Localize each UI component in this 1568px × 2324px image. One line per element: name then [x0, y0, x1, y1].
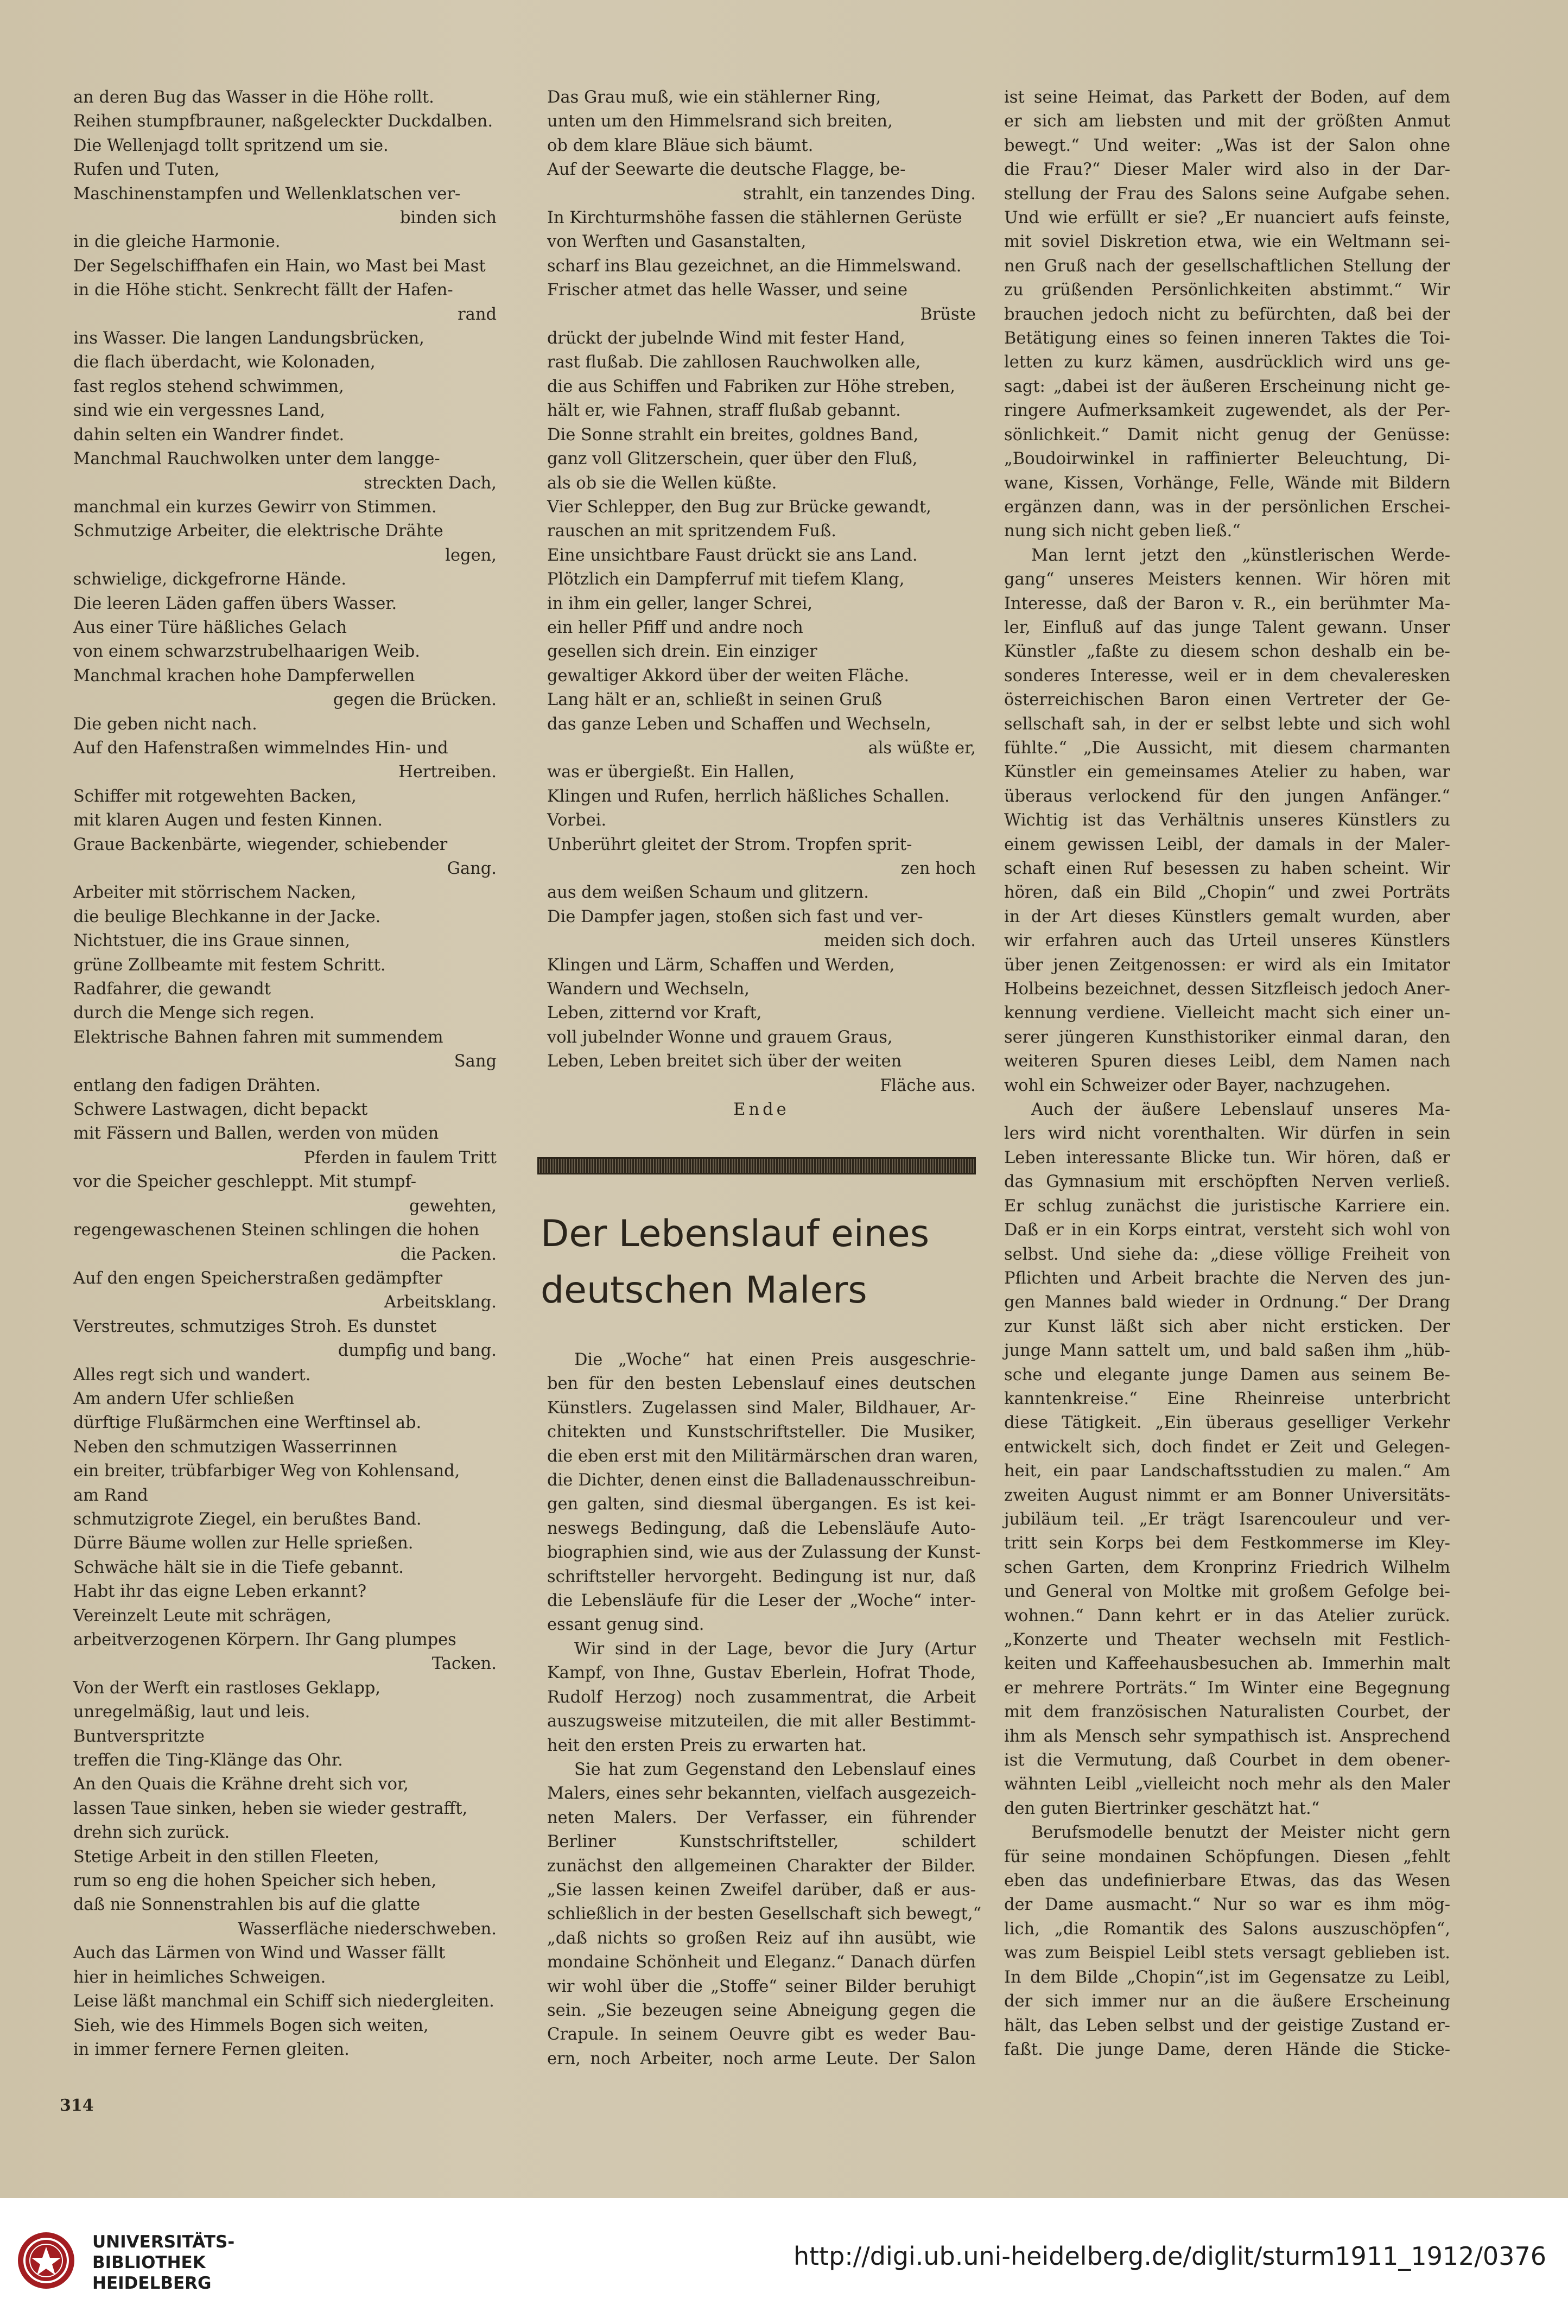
poem-line: Von der Werft ein rastloses Geklapp, — [73, 1678, 381, 1698]
poem-line: Gang. — [447, 859, 497, 878]
text-line: ihm als Mensch sehr sympathisch ist. Ansprechend — [1004, 1726, 1450, 1746]
poem-line: in die gleiche Harmonie. — [73, 232, 281, 252]
text-line: der Dame ausmacht.“ Nur so war es ihm mög- — [1004, 1895, 1450, 1915]
poem-line: Maschinenstampfen und Wellenklatschen ver- — [73, 184, 461, 204]
text-line: nen Gruß nach der gesellschaftlichen Stellung der — [1004, 256, 1450, 276]
poem-line: Pferden in faulem Tritt — [303, 1148, 497, 1167]
poem-line: Wasserfläche niederschweben. — [238, 1919, 497, 1939]
poem-line: ob dem klare Bläue sich bäumt. — [547, 136, 814, 155]
text-line: wir erfahren auch das Urteil unseres Künstlers — [1004, 931, 1450, 951]
poem-line: Manchmal krachen hohe Dampferwellen — [73, 666, 415, 685]
poem-line: Sang — [454, 1052, 497, 1071]
poem-line: Die Wellenjagd tollt spritzend um sie. — [73, 136, 389, 155]
text-line: Künstler „faßte zu diesem schon deshalb ein be- — [1004, 642, 1450, 662]
poem-line: Radfahrer, die gewandt — [73, 980, 271, 999]
poem-line: was er übergießt. Ein Hallen, — [547, 763, 795, 782]
institution-line-3: HEIDELBERG — [92, 2274, 212, 2293]
poem-line: Aus einer Türe häßliches Gelach — [73, 618, 347, 637]
text-line: ergänzen dann, was in der persönlichen Erschei- — [1004, 497, 1450, 517]
text-line: diese Tätigkeit. „Ein überaus geselliger Verkehr — [1004, 1413, 1450, 1433]
poem-line: entlang den fadigen Drähten. — [73, 1076, 321, 1095]
poem-line: mit Fässern und Ballen, werden von müden — [73, 1124, 439, 1144]
text-line: für seine mondainen Schöpfungen. Diesen „fehlt — [1004, 1847, 1450, 1866]
poem-line: Der Segelschiffhafen ein Hain, wo Mast bei Mast — [73, 256, 486, 276]
viewer-footer — [0, 2198, 1568, 2324]
university-seal-icon — [16, 2231, 76, 2290]
text-line: österreichischen Baron einen Vertreter der Ge- — [1004, 690, 1450, 710]
poem-line: Klingen und Lärm, Schaffen und Werden, — [547, 955, 895, 975]
text-line: Wir sind in der Lage, bevor die Jury (Artur — [574, 1639, 976, 1659]
text-line: wohnen.“ Dann kehrt er in das Atelier zurück. — [1004, 1606, 1450, 1625]
poem-line: ein breiter, trübfarbiger Weg von Kohlensand, — [73, 1462, 460, 1481]
text-line: weiteren Spuren dieses Leibl, dem Namen nach — [1004, 1052, 1450, 1071]
poem-line: schmutzigrote Ziegel, ein berußtes Band. — [73, 1509, 422, 1529]
text-line: über jenen Zeitgenossen: er wird als ein Imitator — [1004, 955, 1450, 975]
text-line: mondaine Schönheit und Eleganz.“ Danach dürfen — [547, 1953, 976, 1972]
poem-line: arbeitverzogenen Körpern. Ihr Gang plumpes — [73, 1630, 456, 1649]
text-line: Daß er in ein Korps eintrat, versteht sich wohl von — [1004, 1221, 1450, 1240]
poem-line: manchmal ein kurzes Gewirr von Stimmen. — [73, 497, 437, 517]
poem-line: drückt der jubelnde Wind mit fester Hand, — [547, 329, 905, 348]
poem-line: am Rand — [73, 1485, 148, 1505]
poem-line: Plötzlich ein Dampferruf mit tiefem Klang, — [547, 570, 905, 589]
text-line: Kampf, von Ihne, Gustav Eberlein, Hofrat Thode, — [547, 1663, 976, 1683]
poem-line: Stetige Arbeit in den stillen Fleeten, — [73, 1847, 379, 1866]
poem-line: Dürre Bäume wollen zur Helle sprießen. — [73, 1534, 414, 1553]
text-line: heit den ersten Preis zu erwarten hat. — [547, 1736, 867, 1755]
text-line: essant genug sind. — [547, 1615, 704, 1635]
poem-line: die aus Schiffen und Fabriken zur Höhe streben, — [547, 377, 955, 396]
text-line: biographien sind, wie aus der Zulassung der Kunst- — [547, 1543, 981, 1563]
poem-line: meiden sich doch. — [824, 931, 976, 951]
poem-line: gewehten, — [409, 1196, 497, 1216]
text-line: die Dichter, denen einst die Balladenausschreibun- — [547, 1471, 976, 1490]
text-line: einem gewissen Leibl, der damals in der Maler- — [1004, 835, 1450, 854]
poem-line: Vier Schlepper, den Bug zur Brücke gewandt, — [547, 497, 931, 517]
poem-line: Reihen stumpfbrauner, naßgeleckter Duckdalben. — [73, 112, 493, 131]
text-line: Sie hat zum Gegenstand den Lebenslauf eines — [574, 1760, 976, 1779]
poem-line: vor die Speicher geschleppt. Mit stumpf- — [73, 1172, 417, 1192]
poem-line: schwielige, dickgefrorne Hände. — [73, 570, 347, 589]
poem-line: als ob sie die Wellen küßte. — [547, 473, 777, 493]
poem-line: regengewaschenen Steinen schlingen die hohen — [73, 1221, 479, 1240]
text-line: Die „Woche“ hat einen Preis ausgeschrie- — [574, 1350, 976, 1369]
text-line: junge Mann sattelt um, und bald saßen ihm „hüb- — [1004, 1341, 1450, 1361]
poem-line: grüne Zollbeamte mit festem Schritt. — [73, 955, 386, 975]
article-header — [537, 1157, 976, 1319]
institution-line-2: BIBLIOTHEK — [92, 2253, 206, 2272]
text-line: mit soviel Diskretion etwa, wie ein Weltmann sei- — [1004, 232, 1450, 252]
text-line: tritt sein Korps bei dem Festkommerse im Kley- — [1004, 1534, 1450, 1553]
poem-line: Leben, zitternd vor Kraft, — [547, 1004, 762, 1023]
text-line: zunächst den allgemeinen Charakter der Bilder. — [547, 1856, 976, 1876]
poem-line: Die Sonne strahlt ein breites, goldnes Band, — [547, 425, 919, 445]
text-line: schließlich in der besten Gesellschaft sich bewegt,“ — [547, 1904, 982, 1924]
poem-line: die Packen. — [400, 1244, 497, 1264]
poem-line: Habt ihr das eigne Leben erkannt? — [73, 1582, 367, 1602]
text-line: Interesse, daß der Baron v. R., ein berühmter Ma- — [1004, 594, 1450, 613]
poem-end-mark: Ende — [733, 1100, 790, 1120]
poem-line: Schiffer mit rotgewehten Backen, — [73, 786, 357, 806]
poem-line: binden sich — [400, 208, 497, 228]
text-line: er mehrere Porträts.“ Im Winter eine Begegnung — [1004, 1678, 1450, 1698]
text-line: in der Art dieses Künstlers gemalt wurden, aber — [1004, 907, 1450, 926]
poem-line: an deren Bug das Wasser in die Höhe rollt. — [73, 88, 434, 107]
text-line: stellung der Frau des Salons seine Aufgabe sehen. — [1004, 184, 1450, 204]
article-column-middle — [547, 1348, 982, 2068]
text-line: Künstler ein gemeinsames Atelier zu haben, war — [1004, 763, 1450, 782]
poem-line: streckten Dach, — [364, 473, 497, 493]
poem-line: unregelmäßig, laut und leis. — [73, 1703, 310, 1722]
text-line: „Sie lassen keinen Zweifel darüber, daß er aus- — [547, 1880, 976, 1900]
poem-line: Verstreutes, schmutziges Stroh. Es dunstet — [73, 1317, 437, 1336]
text-line: schaft einen Ruf besessen zu haben scheint. Wir — [1004, 859, 1450, 878]
poem-line: Fläche aus. — [880, 1076, 976, 1095]
text-line: was zum Beispiel Leibl stets versagt geblieben ist. — [1004, 1944, 1450, 1963]
poem-line: gegen die Brücken. — [333, 690, 497, 710]
text-line: ist seine Heimat, das Parkett der Boden, auf dem — [1004, 88, 1450, 107]
text-line: Rudolf Herzog) noch zusammentrat, die Arbeit — [547, 1687, 976, 1707]
text-line: kanntenkreise.“ Eine Rheinreise unterbricht — [1004, 1389, 1450, 1408]
text-line: Berufsmodelle benutzt der Meister nicht gern — [1031, 1823, 1450, 1843]
text-line: „Boudoirwinkel in raffinierter Beleuchtung, Di- — [1004, 449, 1450, 469]
poem-line: Tacken. — [431, 1654, 497, 1674]
text-line: der sich immer nur an die äußere Erscheinung — [1004, 1992, 1450, 2011]
poem-line: scharf ins Blau gezeichnet, an die Himmelswand. — [547, 256, 962, 276]
poem-line: von Werften und Gasanstalten, — [547, 232, 807, 252]
text-line: Und wie erfüllt er sie? „Er nuanciert aufs feinste, — [1004, 208, 1450, 228]
poem-line: Hertreiben. — [398, 763, 497, 782]
poem-line: treffen die Ting-Klänge das Ohr. — [73, 1751, 343, 1770]
text-line: den guten Biertrinker geschätzt hat.“ — [1004, 1799, 1320, 1818]
text-line: sche und elegante junge Damen aus seinem Be- — [1004, 1365, 1450, 1385]
poem-line: dumpfig und bang. — [338, 1341, 497, 1361]
text-line: ringere Aufmerksamkeit zugewendet, als der Per- — [1004, 401, 1450, 421]
text-line: letten zu kurz kämen, ausdrücklich wird uns ge- — [1004, 353, 1450, 372]
text-line: entwickelt sich, doch findet er Zeit und Gelegen- — [1004, 1437, 1450, 1457]
text-line: hören, daß ein Bild „Chopin“ und zwei Porträts — [1004, 883, 1450, 903]
text-line: Künstlers. Zugelassen sind Maler, Bildhauer, Ar- — [547, 1398, 976, 1418]
poem-line: das ganze Leben und Schaffen und Wechseln, — [547, 714, 931, 734]
poem-line: rum so eng die hohen Speicher sich heben, — [73, 1871, 437, 1891]
poem-line: als wüßte er, — [868, 738, 976, 758]
poem-line: Auf der Seewarte die deutsche Flagge, be- — [547, 160, 906, 180]
text-line: heit, ein paar Landschaftsstudien zu malen.“ Am — [1004, 1462, 1450, 1481]
poem-line: Buntverspritzte — [73, 1726, 205, 1746]
text-line: ist die Vermutung, daß Courbet in dem obener- — [1004, 1751, 1450, 1770]
poem-line: Am andern Ufer schließen — [73, 1389, 295, 1408]
poem-line: Schmutzige Arbeiter, die elektrische Drähte — [73, 522, 443, 541]
poem-line: lassen Taue sinken, heben sie wieder gestrafft, — [73, 1799, 468, 1818]
poem-line: Auf den engen Speicherstraßen gedämpfter — [73, 1268, 443, 1288]
text-line: fühlte.“ „Die Aussicht, mit diesem charmanten — [1004, 738, 1450, 758]
text-line: die Lebensläufe für die Leser der „Woche“ inter- — [547, 1591, 976, 1611]
text-line: bewegt.“ Und weiter: „Was ist der Salon ohne — [1004, 136, 1450, 155]
poem-line: In Kirchturmshöhe fassen die stählernen Gerüste — [547, 208, 962, 228]
poem-line: rast flußab. Die zahllosen Rauchwolken alle, — [547, 353, 921, 372]
text-line: neswegs Bedingung, daß die Lebensläufe Auto- — [547, 1519, 976, 1538]
poem-line: hier in heimliches Schweigen. — [73, 1967, 326, 1987]
poem-line: legen, — [445, 545, 497, 565]
text-line: das Gymnasium mit erschöpften Nerven verließ. — [1004, 1172, 1450, 1192]
text-line: gang“ unseres Meisters kennen. Wir hören mit — [1004, 570, 1450, 589]
text-line: eben das undefinierbare Etwas, das das Wesen — [1004, 1871, 1450, 1891]
text-line: Holbeins bezeichnet, dessen Sitzfleisch jedoch Aner- — [1004, 980, 1450, 999]
text-line: ler, Einfluß auf das junge Talent gewann. Unser — [1004, 618, 1450, 637]
poem-line: Die leeren Läden gaffen übers Wasser. — [73, 594, 397, 613]
poem-line: daß nie Sonnenstrahlen bis auf die glatte — [73, 1895, 421, 1915]
text-line: wane, Kissen, Vorhänge, Felle, Wände mit Bildern — [1004, 473, 1450, 493]
poem-line: Manchmal Rauchwolken unter dem langge- — [73, 449, 440, 469]
page-number: 314 — [60, 2096, 94, 2115]
poem-line: Schwere Lastwagen, dicht bepackt — [73, 1100, 368, 1120]
poem-line: rand — [458, 304, 497, 324]
text-line: sonderes Interesse, weil er in dem chevaleresken — [1004, 666, 1450, 685]
text-line: schriftsteller hervorgeht. Bedingung ist nur, daß — [547, 1567, 976, 1586]
poem-line: Leben, Leben breitet sich über der weiten — [547, 1052, 902, 1071]
text-line: wähnten Leibl „vielleicht noch mehr als den Maler — [1004, 1775, 1450, 1794]
poem-line: in ihm ein geller, langer Schrei, — [547, 594, 813, 613]
text-line: überaus verlockend für den jungen Anfänger.“ — [1004, 786, 1450, 806]
text-line: er sich am liebsten und mit der größten Anmut — [1004, 112, 1450, 131]
poem-line: Vereinzelt Leute mit schrägen, — [73, 1606, 332, 1625]
text-line: neten Malers. Der Verfasser, ein führender — [547, 1808, 976, 1827]
text-line: keiten und Kaffeehausbesuchen ab. Immerhin malt — [1004, 1654, 1450, 1674]
poem-line: Vorbei. — [547, 811, 607, 830]
text-line: brauchen jedoch nicht zu befürchten, daß bei der — [1004, 304, 1450, 324]
article-headline — [541, 1206, 976, 1319]
poem-line: fast reglos stehend schwimmen, — [73, 377, 344, 396]
text-line: Leben interessante Blicke tun. Wir hören, daß er — [1004, 1148, 1450, 1167]
article-column-right — [1004, 86, 1450, 2078]
text-line: schen Garten, dem Kronprinz Friedrich Wilhelm — [1004, 1558, 1450, 1577]
text-line: zweiten August nimmt er am Bonner Universitäts- — [1004, 1485, 1450, 1505]
poem-line: rauschen an mit spritzendem Fuß. — [547, 522, 836, 541]
poem-line: zen hoch — [900, 859, 976, 878]
text-line: ern, noch Arbeiter, noch arme Leute. Der Salon — [547, 2049, 976, 2068]
text-line: sein. „Sie bezeugen seine Abneigung gegen die — [547, 2001, 976, 2020]
poem-line: Brüste — [920, 304, 976, 324]
poem-column-left — [73, 86, 497, 2078]
text-line: die Frau?“ Dieser Maler wird also in der Dar- — [1004, 160, 1450, 180]
poem-line: Auf den Hafenstraßen wimmelndes Hin- und — [73, 738, 448, 758]
text-line: auszugsweise mitzuteilen, die mit aller Bestimmt- — [547, 1712, 976, 1731]
text-line: „Konzerte und Theater wechseln mit Festlich- — [1004, 1630, 1450, 1649]
text-line: selbst. Und siehe da: „diese völlige Freiheit von — [1004, 1244, 1450, 1264]
poem-line: Elektrische Bahnen fahren mit summendem — [73, 1027, 443, 1047]
poem-line: dürftige Flußärmchen eine Werftinsel ab. — [73, 1413, 422, 1433]
text-line: wir wohl über die „Stoffe“ seiner Bilder beruhigt — [547, 1977, 976, 1996]
text-line: jubiläum teil. „Er trägt Isarencouleur und ver- — [1004, 1509, 1450, 1529]
institution-line-1: UNIVERSITÄTS- — [92, 2232, 235, 2252]
poem-line: gesellen sich drein. Ein einziger — [547, 642, 817, 662]
poem-line: ein heller Pfiff und andre noch — [547, 618, 803, 637]
poem-line: die beulige Blechkanne in der Jacke. — [73, 907, 381, 926]
text-line: sagt: „dabei ist der äußeren Erscheinung nicht ge- — [1004, 377, 1450, 396]
poem-lines-middle — [547, 86, 976, 1098]
text-line: Crapule. In seinem Oeuvre gibt es weder Bau- — [547, 2025, 976, 2044]
text-line: gen galten, sind diesmal übergangen. Es ist kei- — [547, 1495, 976, 1514]
text-line: serer jüngeren Kunsthistoriker einmal daran, den — [1004, 1027, 1450, 1047]
poem-line: die flach überdacht, wie Kolonaden, — [73, 353, 376, 372]
separator-rule — [537, 1157, 976, 1174]
poem-line: Rufen und Tuten, — [73, 160, 220, 180]
poem-line: sind wie ein vergessnes Land, — [73, 401, 326, 421]
poem-line: durch die Menge sich regen. — [73, 1004, 315, 1023]
text-line: ben für den besten Lebenslauf eines deutschen — [547, 1374, 976, 1394]
poem-line: von einem schwarzstrubelhaarigen Weib. — [73, 642, 420, 662]
text-line: „daß nichts so großen Reiz auf ihn ausübt, wie — [547, 1928, 976, 1948]
poem-line: ins Wasser. Die langen Landungsbrücken, — [73, 329, 424, 348]
poem-line: An den Quais die Krähne dreht sich vor, — [73, 1775, 409, 1794]
poem-line: voll jubelnder Wonne und grauem Graus, — [547, 1027, 893, 1047]
poem-line: dahin selten ein Wandrer findet. — [73, 425, 345, 445]
poem-line: hält er, wie Fahnen, straff flußab gebannt. — [547, 401, 901, 421]
text-line: Auch der äußere Lebenslauf unseres Ma- — [1031, 1100, 1450, 1120]
poem-line: unten um den Himmelsrand sich breiten, — [547, 112, 893, 131]
text-line: zur Kunst läßt sich aber nicht ersticken. Der — [1004, 1317, 1450, 1336]
text-line: Er schlug zunächst die juristische Karriere ein. — [1004, 1196, 1450, 1216]
text-line: gen Mannes bald wieder in Ordnung.“ Der Drang — [1004, 1293, 1450, 1312]
poem-line: Arbeiter mit störrischem Nacken, — [73, 883, 357, 903]
poem-line: aus dem weißen Schaum und glitzern. — [547, 883, 869, 903]
poem-line: gewaltiger Akkord über der weiten Fläche. — [547, 666, 910, 685]
text-line: mit dem französischen Naturalisten Courbet, der — [1004, 1703, 1450, 1722]
text-line: sellschaft sah, in der er selbst lebte und sich wohl — [1004, 714, 1450, 734]
poem-line: Sieh, wie des Himmels Bogen sich weiten, — [73, 2016, 429, 2035]
poem-line: strahlt, ein tanzendes Ding. — [743, 184, 976, 204]
poem-line: Klingen und Rufen, herrlich häßliches Schallen. — [547, 786, 950, 806]
poem-line: Leise läßt manchmal ein Schiff sich niedergleiten. — [73, 1992, 494, 2011]
poem-line: Alles regt sich und wandert. — [73, 1365, 311, 1385]
text-line: Malers, eines sehr bekannten, vielfach ausgezeich- — [547, 1784, 976, 1804]
headline-line-1: Der Lebenslauf eines — [541, 1212, 930, 1255]
text-line: hält, das Leben selbst und der geistige Zustand er- — [1004, 2016, 1450, 2035]
text-line: wohl ein Schweizer oder Bayer, nachzugehen. — [1004, 1076, 1391, 1095]
institution-name — [92, 2232, 234, 2294]
text-line: nung sich nicht geben ließ.“ — [1004, 522, 1241, 541]
poem-line: Die Dampfer jagen, stoßen sich fast und ver- — [547, 907, 923, 926]
poem-line: drehn sich zurück. — [73, 1823, 230, 1843]
text-line: Man lernt jetzt den „künstlerischen Werde- — [1031, 545, 1450, 565]
text-line: chitekten und Kunstschriftsteller. Die Musiker, — [547, 1423, 976, 1442]
poem-line: Arbeitsklang. — [384, 1293, 497, 1312]
poem-line: Das Grau muß, wie ein stählerner Ring, — [547, 88, 881, 107]
poem-line: ganz voll Glitzerschein, quer über den Fluß, — [547, 449, 918, 469]
poem-line: mit klaren Augen und festen Kinnen. — [73, 811, 383, 830]
poem-line: Auch das Lärmen von Wind und Wasser fällt — [73, 1944, 446, 1963]
poem-line: Wandern und Wechseln, — [547, 980, 750, 999]
text-line: die eben erst mit den Militärmärschen dran waren, — [547, 1446, 979, 1466]
text-line: kennung verdiene. Vielleicht macht sich einer un- — [1004, 1004, 1450, 1023]
poem-line: Frischer atmet das helle Wasser, und seine — [547, 281, 908, 300]
text-line: Betätigung eines so feinen inneren Taktes die Toi- — [1004, 329, 1450, 348]
text-line: In dem Bilde „Chopin“,ist im Gegensatze zu Leibl, — [1004, 1967, 1450, 1987]
text-line: Pflichten und Arbeit brachte die Nerven des jun- — [1004, 1268, 1450, 1288]
text-line: Wichtig ist das Verhältnis unseres Künstlers zu — [1004, 811, 1450, 830]
poem-line: Unberührt gleitet der Strom. Tropfen sprit- — [547, 835, 912, 854]
poem-line: in immer fernere Fernen gleiten. — [73, 2040, 350, 2059]
poem-line: Schwäche hält sie in die Tiefe gebannt. — [73, 1558, 404, 1577]
text-line: zu grüßenden Persönlichkeiten abstimmt.“ Wir — [1004, 281, 1450, 300]
poem-line: Neben den schmutzigen Wasserrinnen — [73, 1437, 397, 1457]
text-line: und General von Moltke mit großem Gefolge bei- — [1004, 1582, 1450, 1602]
text-line: Berliner Kunstschriftsteller, schildert — [547, 1832, 976, 1852]
poem-line: Die geben nicht nach. — [73, 714, 257, 734]
poem-line: in die Höhe sticht. Senkrecht fällt der Hafen- — [73, 281, 453, 300]
poem-line: Eine unsichtbare Faust drückt sie ans Land. — [547, 545, 918, 565]
poem-line: Lang hält er an, schließt in seinen Gruß — [547, 690, 883, 710]
text-line: lich, „die Romantik des Salons auszuschöpfen“, — [1004, 1919, 1450, 1939]
source-url[interactable]: http://digi.ub.uni-heidelberg.de/diglit/sturm1911_1912/0376 — [793, 2242, 1546, 2271]
text-line: faßt. Die junge Dame, deren Hände die Sticke- — [1004, 2040, 1450, 2059]
text-line: sönlichkeit.“ Damit nicht genug der Genüsse: — [1004, 425, 1450, 445]
headline-line-2: deutschen Malers — [541, 1269, 867, 1312]
poem-line: Graue Backenbärte, wiegender, schiebender — [73, 835, 448, 854]
text-line: lers wird nicht vorenthalten. Wir dürfen in sein — [1004, 1124, 1450, 1144]
poem-line: Nichtstuer, die ins Graue sinnen, — [73, 931, 351, 951]
